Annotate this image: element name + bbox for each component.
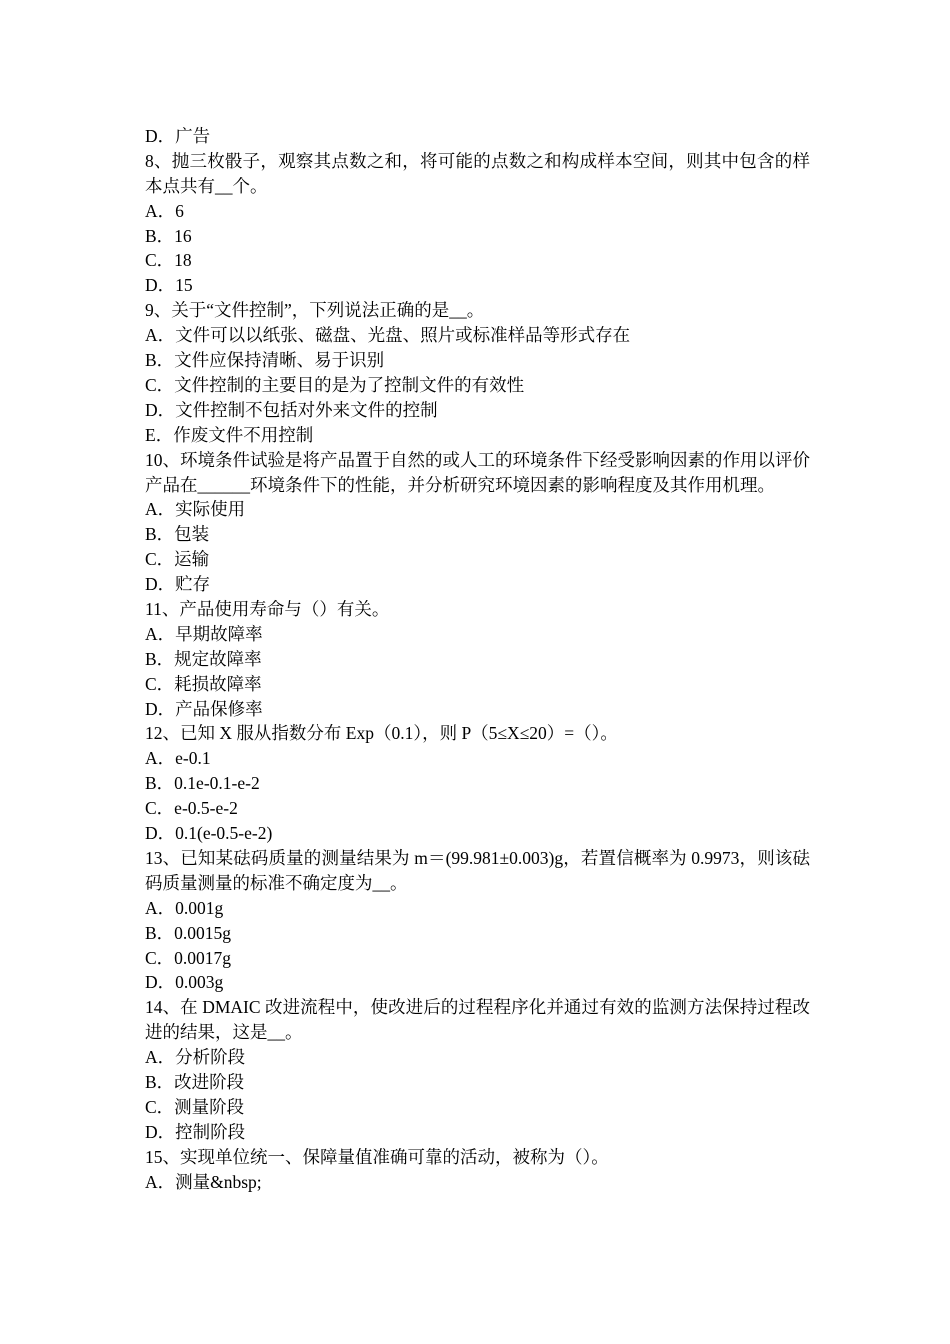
question-9: 9、关于“文件控制”，下列说法正确的是__。: [145, 300, 485, 321]
question-8: 8、抛三枚骰子，观察其点数之和，将可能的点数之和构成样本空间，则其中包含的样本点共有__个。: [145, 150, 810, 196]
option-b: B．改进阶段: [145, 1072, 245, 1093]
option-d: D．0.003g: [145, 972, 224, 993]
option-a: A．0.001g: [145, 897, 224, 918]
option-b: B．16: [145, 225, 192, 246]
option-d: D．贮存: [145, 574, 211, 595]
question-12: 12、已知 X 服从指数分布 Exp（0.1），则 P（5≤X≤20）=（）。: [145, 723, 618, 744]
question-13: 13、已知某砝码质量的测量结果为 m＝(99.981±0.003)g，若置信概率为 0.9973，则该砝码质量测量的标准不确定度为__。: [145, 847, 810, 893]
option-a: A．实际使用: [145, 499, 246, 520]
option-a: A．文件可以以纸张、磁盘、光盘、照片或标准样品等形式存在: [145, 325, 631, 346]
option-b: B．0.0015g: [145, 922, 232, 943]
option-b: B．包装: [145, 524, 210, 545]
option-c: C．0.0017g: [145, 947, 232, 968]
option-c: C．运输: [145, 549, 210, 570]
question-14: 14、在 DMAIC 改进流程中，使改进后的过程程序化并通过有效的监测方法保持过程改进的结果，这是__。: [145, 997, 810, 1043]
option-d: D．0.1(e-0.5-e-2): [145, 823, 273, 844]
option-d: D．文件控制不包括对外来文件的控制: [145, 399, 438, 420]
option-a: A．早期故障率: [145, 623, 263, 644]
option-d: D．产品保修率: [145, 698, 263, 719]
option-b: B．规定故障率: [145, 648, 262, 669]
option-c: C．耗损故障率: [145, 673, 262, 694]
option-d-ad: D．广告: [145, 126, 211, 146]
option-d: D．15: [145, 275, 193, 296]
option-d: D．控制阶段: [145, 1121, 246, 1142]
option-a: A．分析阶段: [145, 1047, 246, 1068]
option-a: A．e-0.1: [145, 748, 211, 769]
question-15: 15、实现单位统一、保障量值准确可靠的活动，被称为（）。: [145, 1146, 609, 1167]
option-c: C．e-0.5-e-2: [145, 798, 238, 819]
option-c: C．测量阶段: [145, 1096, 245, 1117]
option-c: C．文件控制的主要目的是为了控制文件的有效性: [145, 374, 525, 395]
option-b: B．0.1e-0.1-e-2: [145, 773, 260, 794]
option-a: A．6: [145, 200, 184, 221]
option-c: C．18: [145, 250, 192, 271]
option-a: A．测量&nbsp;: [145, 1171, 262, 1192]
question-10: 10、环境条件试验是将产品置于自然的或人工的环境条件下经受影响因素的作用以评价产品在______环境条件下的性能，并分析研究环境因素的影响程度及其作用机理。: [145, 449, 810, 495]
question-11: 11、产品使用寿命与（）有关。: [145, 599, 390, 619]
document-page: [145, 124, 810, 1194]
option-e: E．作废文件不用控制: [145, 424, 314, 445]
option-b: B．文件应保持清晰、易于识别: [145, 350, 385, 371]
